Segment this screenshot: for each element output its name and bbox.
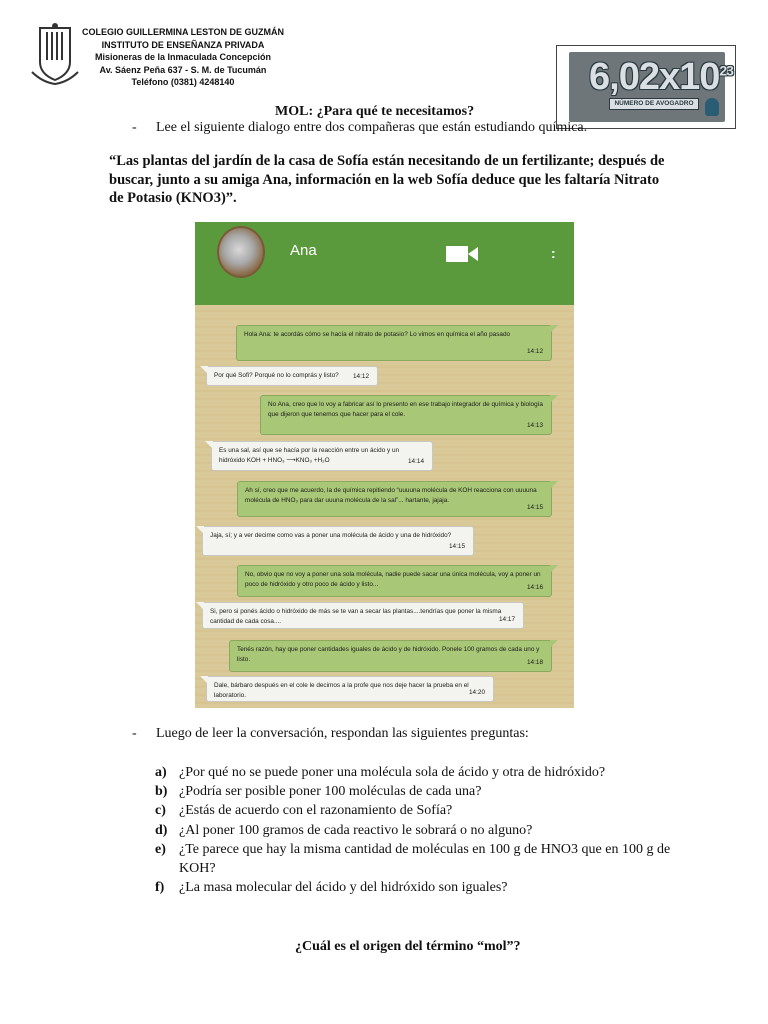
chat-message: Jaja, sí; y a ver decime como vas a poner una molécula de ácido y una de hidróxido? 14:15 bbox=[202, 526, 474, 556]
page-title: MOL: ¿Para qué te necesitamos? bbox=[275, 104, 475, 119]
contact-name: Ana bbox=[290, 242, 317, 259]
avogadro-caption: NÚMERO DE AVOGADRO bbox=[609, 98, 699, 110]
question-item: c) ¿Estás de acuerdo con el razonamiento de Sofía? bbox=[155, 803, 453, 819]
school-header bbox=[78, 26, 288, 89]
questions-intro: Luego de leer la conversación, respondan las siguientes preguntas: bbox=[156, 726, 529, 741]
avogadro-logo bbox=[569, 52, 733, 122]
video-call-icon bbox=[446, 245, 478, 263]
chat-message: Tenés razón, hay que poner cantidades iguales de ácido y de hidróxido. Ponele 100 gramos de cada uno y listo. 14:18 bbox=[229, 640, 552, 672]
more-options-icon: : bbox=[551, 245, 556, 261]
chat-message: Si, pero si ponés ácido o hidróxido de más se te van a secar las plantas....tendrías que poner la misma cantidad de cada cosa.... 14:17 bbox=[202, 602, 524, 629]
closing-heading: ¿Cuál es el origen del término “mol”? bbox=[295, 939, 521, 954]
chat-message: Dale, bárbaro después en el cole le decimos a la profe que nos deje hacer la prueba en el laboratorio. 14:20 bbox=[206, 676, 494, 702]
questions-list bbox=[155, 763, 675, 897]
chat-message: Hola Ana: te acordás cómo se hacía el nitrato de potasio? Lo vimos en química el año pasado 14:12 bbox=[236, 325, 552, 361]
figure-icon bbox=[705, 98, 719, 116]
contact-avatar bbox=[217, 226, 265, 278]
question-item: f) ¿La masa molecular del ácido y del hidróxido son iguales? bbox=[155, 880, 508, 896]
question-item: d) ¿Al poner 100 gramos de cada reactivo le sobrará o no alguno? bbox=[155, 822, 533, 838]
school-address: Av. Sáenz Peña 637 - S. M. de Tucumán bbox=[99, 64, 267, 75]
school-phone: Teléfono (0381) 4248140 bbox=[131, 77, 235, 88]
intro-text: Lee el siguiente dialogo entre dos compañeras que están estudiando química. bbox=[156, 120, 588, 135]
school-crest-logo bbox=[30, 22, 80, 92]
questions-bullet: - Luego de leer la conversación, respondan las siguientes preguntas: bbox=[132, 726, 529, 741]
chat-message: Por qué Sofi? Porqué no lo comprás y listo? 14:12 bbox=[206, 366, 378, 386]
scenario-quote: “Las plantas del jardín de la casa de Sofía están necesitando de un fertilizante; después de buscar, junto a su amiga Ana, información en la web Sofía deduce que les faltaría Nitrato de Potasio (KNO3)”. bbox=[109, 153, 665, 206]
school-institute: INSTITUTO DE ENSEÑANZA PRIVADA bbox=[101, 39, 265, 50]
question-item: e) ¿Te parece que hay la misma cantidad de moléculas en 100 g de HNO3 que en 100 g de KOH? bbox=[155, 841, 671, 877]
avogadro-number: $6,02x10^{23}$ bbox=[589, 56, 733, 98]
chat-screenshot bbox=[195, 222, 574, 708]
school-order: Misioneras de la Inmaculada Concepción bbox=[94, 52, 272, 63]
question-item: b) ¿Podría ser posible poner 100 moléculas de cada una? bbox=[155, 784, 482, 800]
school-name: COLEGIO GUILLERMINA LESTON DE GUZMÁN bbox=[82, 27, 284, 37]
chat-message: Es una sal, así que se hacía por la reacción entre un ácido y un hidróxido KOH + HNO₃ ⟶KNO₃ +H₂O 14:14 bbox=[211, 441, 433, 471]
avogadro-image bbox=[556, 45, 736, 129]
intro-bullet: - Lee el siguiente dialogo entre dos compañeras que están estudiando química. bbox=[132, 120, 588, 135]
chat-message: No, obvio que no voy a poner una sola molécula, nadie puede sacar una única molécula, voy a poner un poco de hidróxido y otro poco de ácido y listo... 14:16 bbox=[237, 565, 552, 597]
chat-message: Ah sí, creo que me acuerdo, la de química repitiendo “uuuuna molécula de KOH reacciona con uuuuna molécula de HNO₃ para dar uuuna molécula de la sal”... hartante, jajaja. 14:15 bbox=[237, 481, 552, 517]
question-item: a) ¿Por qué no se puede poner una molécula sola de ácido y otra de hidróxido? bbox=[155, 765, 606, 780]
chat-message: No Ana, creo que lo voy a fabricar así lo presento en ese trabajo integrador de química y biología que dijeron que tenemos que hacer para el cole. 14:13 bbox=[260, 395, 552, 435]
chat-header bbox=[195, 222, 574, 305]
